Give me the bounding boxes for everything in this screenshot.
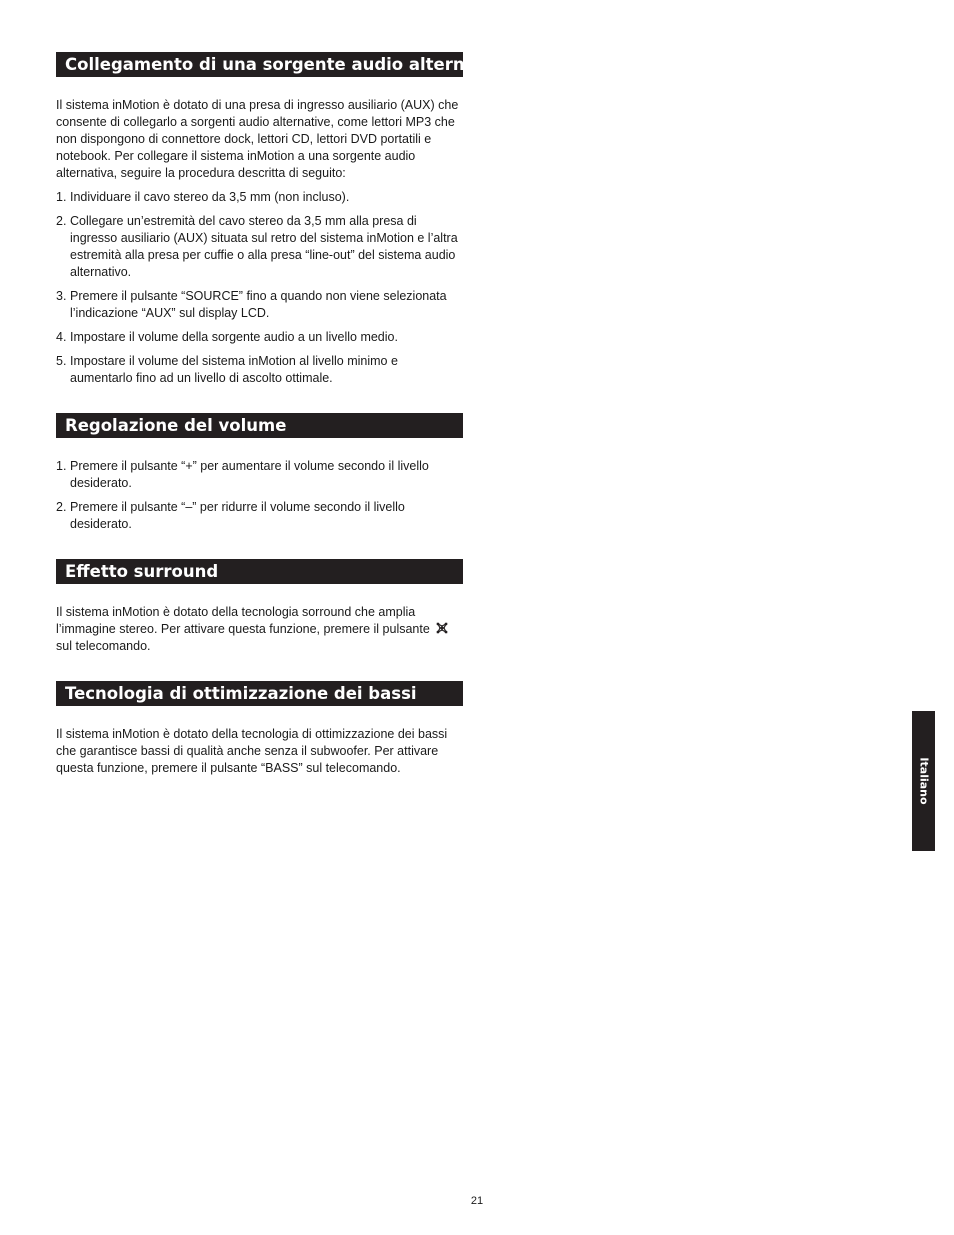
surround-button-icon bbox=[434, 621, 450, 635]
step-text: Impostare il volume del sistema inMotion al livello minimo e aumentarlo fino ad un livello di ascolto ottimale. bbox=[70, 354, 398, 385]
list-item bbox=[56, 499, 463, 533]
section-bass bbox=[56, 681, 463, 777]
language-tab bbox=[912, 711, 935, 851]
surround-text-before: Il sistema inMotion è dotato della tecnologia sorround che amplia l’immagine stereo. Per attivare questa funzione, premere il pulsante bbox=[56, 605, 430, 636]
section-intro: Il sistema inMotion è dotato di una presa di ingresso ausiliario (AUX) che consente di collegarlo a sorgenti audio alternative, come lettori MP3 che non dispongono di connettore dock, lettori CD, lettori DVD portatili e notebook. Per collegare il sistema inMotion a una sorgente audio alternativa, seguire la procedura descritta di seguito: bbox=[56, 98, 459, 180]
step-text: Premere il pulsante “SOURCE” fino a quando non viene selezionata l’indicazione “AUX” sul display LCD. bbox=[70, 289, 447, 320]
section-heading: Collegamento di una sorgente audio alternativa bbox=[56, 52, 463, 77]
section-aux-connection bbox=[56, 52, 512, 387]
step-text: Premere il pulsante “+” per aumentare il volume secondo il livello desiderato. bbox=[70, 459, 429, 490]
section-surround bbox=[56, 559, 463, 655]
list-item bbox=[56, 353, 463, 387]
step-number: 4. bbox=[56, 330, 67, 344]
section-text: Il sistema inMotion è dotato della tecnologia di ottimizzazione dei bassi che garantisce bassi di qualità anche senza il subwoofer. Per attivare questa funzione, premere il pulsante “BASS” sul telecomando. bbox=[56, 727, 448, 775]
step-number: 1. bbox=[56, 459, 67, 473]
page-number: 21 bbox=[470, 1195, 484, 1207]
steps-list bbox=[56, 458, 463, 533]
section-volume bbox=[56, 413, 463, 533]
section-heading: Effetto surround bbox=[56, 559, 463, 584]
step-number: 5. bbox=[56, 354, 67, 368]
step-number: 2. bbox=[56, 214, 67, 228]
list-item bbox=[56, 288, 463, 322]
list-item bbox=[56, 213, 463, 281]
step-number: 3. bbox=[56, 289, 67, 303]
list-item bbox=[56, 189, 463, 206]
step-number: 2. bbox=[56, 500, 67, 514]
list-item bbox=[56, 458, 463, 492]
step-number: 1. bbox=[56, 190, 67, 204]
content-column bbox=[56, 52, 512, 803]
step-text: Premere il pulsante “–” per ridurre il volume secondo il livello desiderato. bbox=[70, 500, 405, 531]
surround-text-after: sul telecomando. bbox=[56, 639, 151, 653]
list-item bbox=[56, 329, 463, 346]
language-tab-label: Italiano bbox=[917, 757, 930, 805]
step-text: Impostare il volume della sorgente audio a un livello medio. bbox=[70, 330, 398, 344]
section-heading: Regolazione del volume bbox=[56, 413, 463, 438]
step-text: Collegare un’estremità del cavo stereo da 3,5 mm alla presa di ingresso ausiliario (AUX) situata sul retro del sistema inMotion e l’altra estremità alla presa per cuffie o alla presa “line-out” del sistema audio alternativo. bbox=[70, 214, 458, 279]
section-text bbox=[56, 604, 463, 655]
step-text: Individuare il cavo stereo da 3,5 mm (non incluso). bbox=[70, 190, 350, 204]
section-heading: Tecnologia di ottimizzazione dei bassi bbox=[56, 681, 463, 706]
steps-list bbox=[56, 189, 463, 387]
